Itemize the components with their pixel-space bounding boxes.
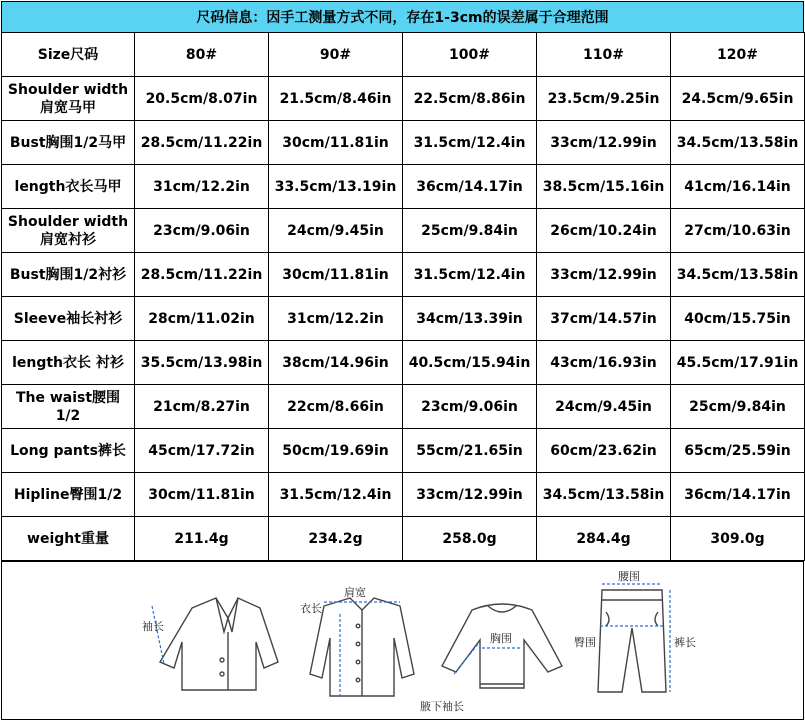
measurement-label: Shoulder width 肩宽衬衫 [2,209,135,253]
measurement-value: 40.5cm/15.94in [403,341,537,385]
header-row [2,33,805,77]
measurement-value: 28.5cm/11.22in [135,121,269,165]
measurement-value: 38.5cm/15.16in [537,165,671,209]
table-row [2,253,805,297]
table-row [2,77,805,121]
label-sleeve-length: 袖长 [142,620,164,633]
measurement-value: 55cm/21.65in [403,429,537,473]
measurement-value: 38cm/14.96in [269,341,403,385]
measurement-label: The waist腰围1/2 [2,385,135,429]
measurement-value: 24.5cm/9.65in [671,77,805,121]
header-size-cell: 120# [671,33,805,77]
measurement-value: 23cm/9.06in [135,209,269,253]
table-row [2,517,805,561]
measurement-value: 258.0g [403,517,537,561]
measurement-value: 34.5cm/13.58in [537,473,671,517]
measurement-value: 33cm/12.99in [537,121,671,165]
measurement-value: 40cm/15.75in [671,297,805,341]
measurement-value: 37cm/14.57in [537,297,671,341]
table-row [2,341,805,385]
header-size-cell: 90# [269,33,403,77]
measurement-label: Bust胸围1/2衬衫 [2,253,135,297]
measurement-value: 30cm/11.81in [269,121,403,165]
measurement-value: 20.5cm/8.07in [135,77,269,121]
measurement-value: 234.2g [269,517,403,561]
measurement-label: Hipline臀围1/2 [2,473,135,517]
jacket-sleeve-measure [152,606,164,664]
measurement-value: 31.5cm/12.4in [269,473,403,517]
measurement-value: 28cm/11.02in [135,297,269,341]
measurement-value: 25cm/9.84in [671,385,805,429]
table-row [2,165,805,209]
measurement-value: 22cm/8.66in [269,385,403,429]
pants-sketch-icon [598,590,666,692]
measurement-value: 33cm/12.99in [403,473,537,517]
measurement-value: 27cm/10.63in [671,209,805,253]
header-size-cell: 80# [135,33,269,77]
size-table [1,32,805,561]
measurement-label: length衣长马甲 [2,165,135,209]
measurement-value: 36cm/14.17in [403,165,537,209]
table-row [2,473,805,517]
measurement-value: 50cm/19.69in [269,429,403,473]
label-shoulder-width: 肩宽 [344,586,366,599]
measurement-label: Long pants裤长 [2,429,135,473]
shirt-sketch-icon [310,598,414,696]
measurement-value: 60cm/23.62in [537,429,671,473]
measurement-value: 309.0g [671,517,805,561]
measurement-value: 24cm/9.45in [537,385,671,429]
measurement-value: 23.5cm/9.25in [537,77,671,121]
measurement-label: Sleeve袖长衬衫 [2,297,135,341]
measurement-value: 33cm/12.99in [537,253,671,297]
measurement-label: weight重量 [2,517,135,561]
size-info-title: 尺码信息：因手工测量方式不同，存在1-3cm的误差属于合理范围 [1,1,804,33]
measurement-value: 24cm/9.45in [269,209,403,253]
measurement-value: 26cm/10.24in [537,209,671,253]
measurement-diagram [1,561,804,720]
measurement-value: 33.5cm/13.19in [269,165,403,209]
label-hip: 臀围 [574,636,596,649]
measurement-value: 35.5cm/13.98in [135,341,269,385]
header-size-cell: 110# [537,33,671,77]
measurement-value: 211.4g [135,517,269,561]
measurement-value: 41cm/16.14in [671,165,805,209]
label-underarm-sleeve: 腋下袖长 [420,700,464,713]
measurement-value: 45cm/17.72in [135,429,269,473]
measurement-value: 21.5cm/8.46in [269,77,403,121]
measurement-value: 31.5cm/12.4in [403,121,537,165]
measurement-label: length衣长 衬衫 [2,341,135,385]
sweater-sketch-icon [442,604,562,688]
label-shirt-length: 衣长 [300,602,322,615]
sweater-measures [454,644,522,674]
measurement-value: 30cm/11.81in [135,473,269,517]
label-pants-length: 裤长 [674,636,696,649]
measurement-value: 28.5cm/11.22in [135,253,269,297]
measurement-value: 22.5cm/8.86in [403,77,537,121]
measurement-value: 31cm/12.2in [269,297,403,341]
label-bust: 胸围 [490,632,512,645]
header-size-cell: 100# [403,33,537,77]
measurement-value: 31cm/12.2in [135,165,269,209]
measurement-value: 34.5cm/13.58in [671,121,805,165]
measurement-label: Bust胸围1/2马甲 [2,121,135,165]
measurement-value: 65cm/25.59in [671,429,805,473]
measurement-diagram-svg [2,562,803,719]
measurement-value: 31.5cm/12.4in [403,253,537,297]
measurement-label: Shoulder width 肩宽马甲 [2,77,135,121]
measurement-value: 36cm/14.17in [671,473,805,517]
measurement-value: 25cm/9.84in [403,209,537,253]
jacket-sketch-icon [160,598,278,690]
measurement-value: 34.5cm/13.58in [671,253,805,297]
measurement-value: 34cm/13.39in [403,297,537,341]
measurement-value: 21cm/8.27in [135,385,269,429]
label-waist: 腰围 [618,570,640,583]
measurement-value: 30cm/11.81in [269,253,403,297]
header-label-cell: Size尺码 [2,33,135,77]
table-row [2,385,805,429]
table-row [2,121,805,165]
measurement-value: 43cm/16.93in [537,341,671,385]
measurement-value: 23cm/9.06in [403,385,537,429]
table-row [2,429,805,473]
measurement-value: 45.5cm/17.91in [671,341,805,385]
table-row [2,209,805,253]
measurement-value: 284.4g [537,517,671,561]
table-row [2,297,805,341]
